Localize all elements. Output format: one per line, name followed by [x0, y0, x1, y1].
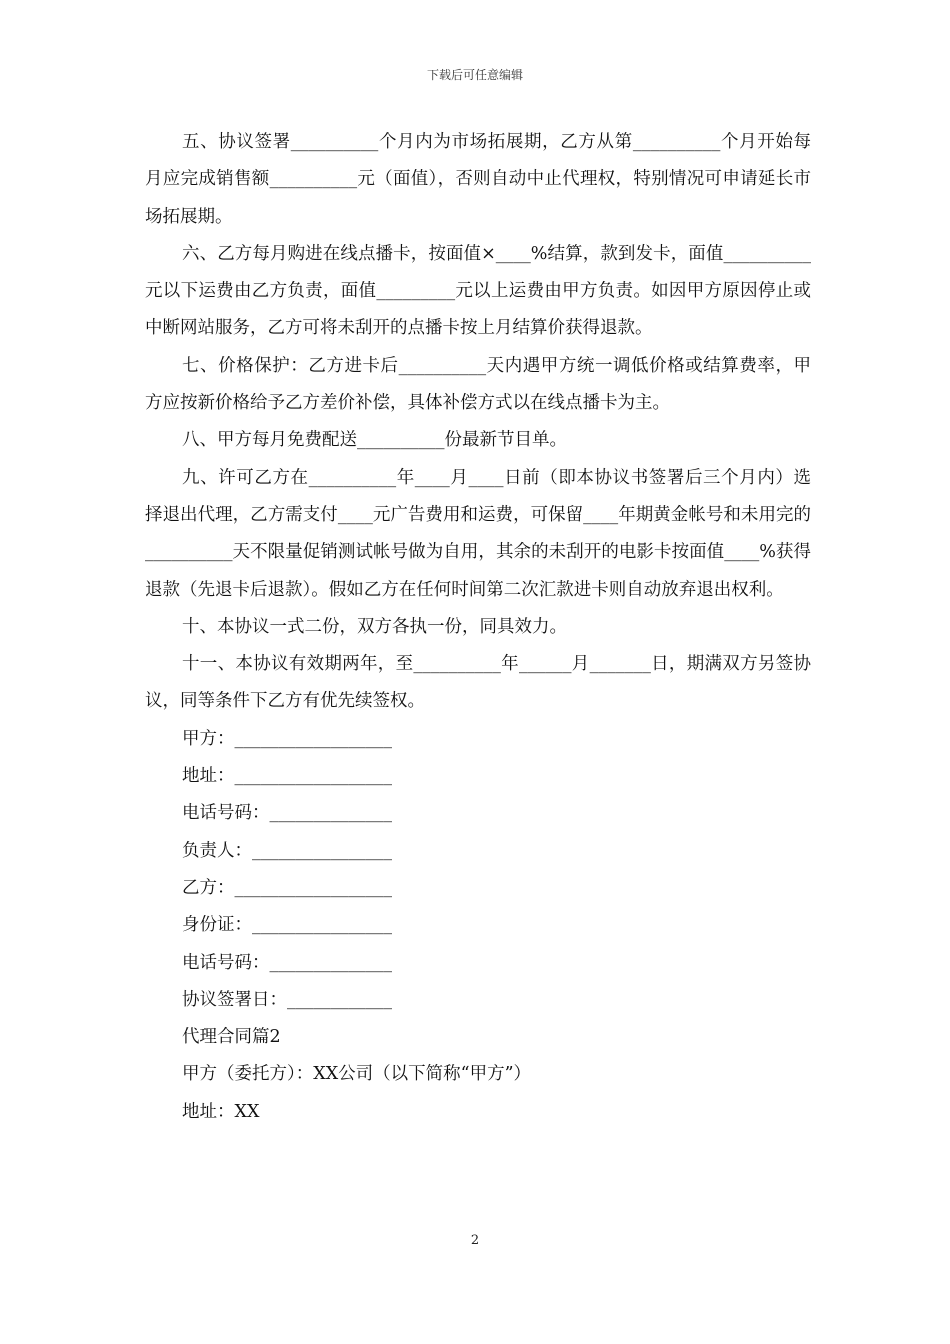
party-b-phone: 电话号码：______________: [182, 952, 392, 973]
party-b-signature: 乙方：__________________: [182, 877, 392, 898]
party-a-phone: 电话号码：______________: [182, 803, 392, 824]
page-number: 2: [470, 1233, 480, 1248]
section-title: 代理合同篇2: [182, 1027, 281, 1048]
party-a-intro: 甲方（委托方）：XX公司（以下简称“甲方”）: [182, 1064, 532, 1085]
page-header: 下载后可任意编辑: [426, 68, 523, 82]
document-body: [145, 124, 811, 1131]
clause-5: 五、协议签署__________个月内为市场拓展期，乙方从第__________个月开始每月应完成销售额__________元（面值），否则自动中止代理权，特别情况可申请延长市场拓展期。: [145, 132, 811, 227]
clause-6: 六、乙方每月购进在线点播卡，按面值×____%结算，款到发卡，面值__________元以下运费由乙方负责，面值_________元以上运费由甲方负责。如因甲方原因停止或中断网站服务，乙方可将未刮开的点播卡按上月结算价获得退款。: [145, 243, 811, 339]
party-a-address: 地址：__________________: [182, 766, 392, 787]
party-a-representative: 负责人：________________: [182, 840, 392, 861]
signing-date: 协议签署日：____________: [182, 989, 392, 1010]
party-a-address-intro: 地址：XX: [182, 1101, 260, 1122]
party-a-signature: 甲方：__________________: [182, 728, 392, 749]
clause-11: 十一、本协议有效期两年，至__________年______月_______日，期满双方另签协议，同等条件下乙方有优先续签权。: [145, 654, 811, 712]
clause-10: 十、本协议一式二份，双方各执一份，同具效力。: [182, 616, 567, 637]
clause-9: 九、许可乙方在__________年____月____日前（即本协议书签署后三个月内）选择退出代理，乙方需支付____元广告费用和运费，可保留____年期黄金帐号和未用完的__________天不限量促销测试帐号做为自用，其余的未刮开的电影卡按面值____%获得退款（先退卡后退款）。假如乙方在任何时间第二次汇款进卡则自动放弃退出权利。: [145, 467, 811, 600]
clause-8: 八、甲方每月免费配送__________份最新节目单。: [182, 430, 567, 451]
party-b-id-card: 身份证：________________: [182, 915, 392, 936]
clause-7: 七、价格保护：乙方进卡后__________天内遇甲方统一调低价格或结算费率，甲方应按新价格给予乙方差价补偿，具体补偿方式以在线点播卡为主。: [145, 355, 811, 414]
